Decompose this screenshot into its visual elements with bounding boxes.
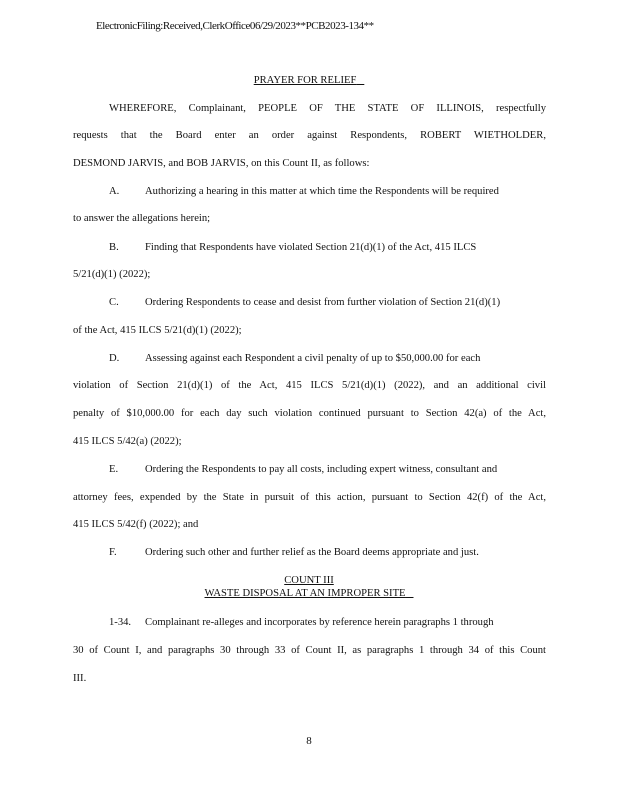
item-d-line-3: penalty of $10,000.00 for each day such violation continued pursuant to Section 42(a) of the Act, (73, 408, 546, 419)
item-b-line-2: 5/21(d)(1) (2022); (73, 269, 151, 280)
item-c-text: Ordering Respondents to cease and desist from further violation of Section 21(d)(1) (145, 297, 501, 308)
prayer-heading: PRAYER FOR RELIEF (253, 75, 357, 86)
count-para-line-2: 30 of Count I, and paragraphs 30 through 33 of Count II, as paragraphs 1 through 34 of this Count (73, 645, 546, 656)
count-para-first-line (109, 616, 546, 629)
item-d-line-2: violation of Section 21(d)(1) of the Act, 415 ILCS 5/21(d)(1) (2022), and an additional civil (73, 380, 546, 391)
item-f-first-line (109, 546, 546, 559)
item-d-text: Assessing against each Respondent a civil penalty of up to $50,000.00 for each (145, 353, 481, 364)
count-para-line-3: III. (73, 673, 87, 684)
item-a-text: Authorizing a hearing in this matter at which time the Respondents will be required (145, 186, 499, 197)
count-para-label: 1-34. (109, 617, 132, 628)
count-subheading: WASTE DISPOSAL AT AN IMPROPER SITE (204, 588, 406, 599)
item-f-letter: F. (109, 547, 117, 558)
item-c-first-line (109, 296, 546, 309)
item-e-line-2: attorney fees, expended by the State in pursuit of this action, pursuant to Section 42(f) of the Act, (73, 492, 546, 503)
intro-line-2: requests that the Board enter an order against Respondents, ROBERT WIETHOLDER, (73, 130, 546, 141)
count-para-text: Complainant re-alleges and incorporates by reference herein paragraphs 1 through (145, 617, 494, 628)
item-a-line-2: to answer the allegations herein; (73, 213, 211, 224)
item-c-letter: C. (109, 297, 119, 308)
item-b-first-line (109, 241, 546, 254)
count-heading: COUNT III (284, 575, 334, 586)
item-b-letter: B. (109, 242, 119, 253)
item-e-line-3: 415 ILCS 5/42(f) (2022); and (73, 519, 199, 530)
item-f-text: Ordering such other and further relief as the Board deems appropriate and just. (145, 547, 479, 558)
item-d-line-4: 415 ILCS 5/42(a) (2022); (73, 436, 182, 447)
item-e-text: Ordering the Respondents to pay all costs, including expert witness, consultant and (145, 464, 498, 475)
item-e-letter: E. (109, 464, 119, 475)
page-number: 8 (306, 735, 312, 747)
item-a-first-line (109, 185, 546, 198)
intro-line-3: DESMOND JARVIS, and BOB JARVIS, on this Count II, as follows: (73, 158, 370, 169)
item-e-first-line (109, 463, 546, 476)
filing-stamp-header: ElectronicFiling:Received,ClerkOffice06/29/2023**PCB2023-134** (96, 20, 374, 32)
item-c-line-2: of the Act, 415 ILCS 5/21(d)(1) (2022); (73, 325, 242, 336)
intro-line-1: WHEREFORE, Complainant, PEOPLE OF THE STATE OF ILLINOIS, respectfully (109, 103, 546, 114)
item-d-letter: D. (109, 353, 120, 364)
item-d-first-line (109, 352, 546, 365)
item-a-letter: A. (109, 186, 120, 197)
item-b-text: Finding that Respondents have violated Section 21(d)(1) of the Act, 415 ILCS (145, 242, 477, 253)
